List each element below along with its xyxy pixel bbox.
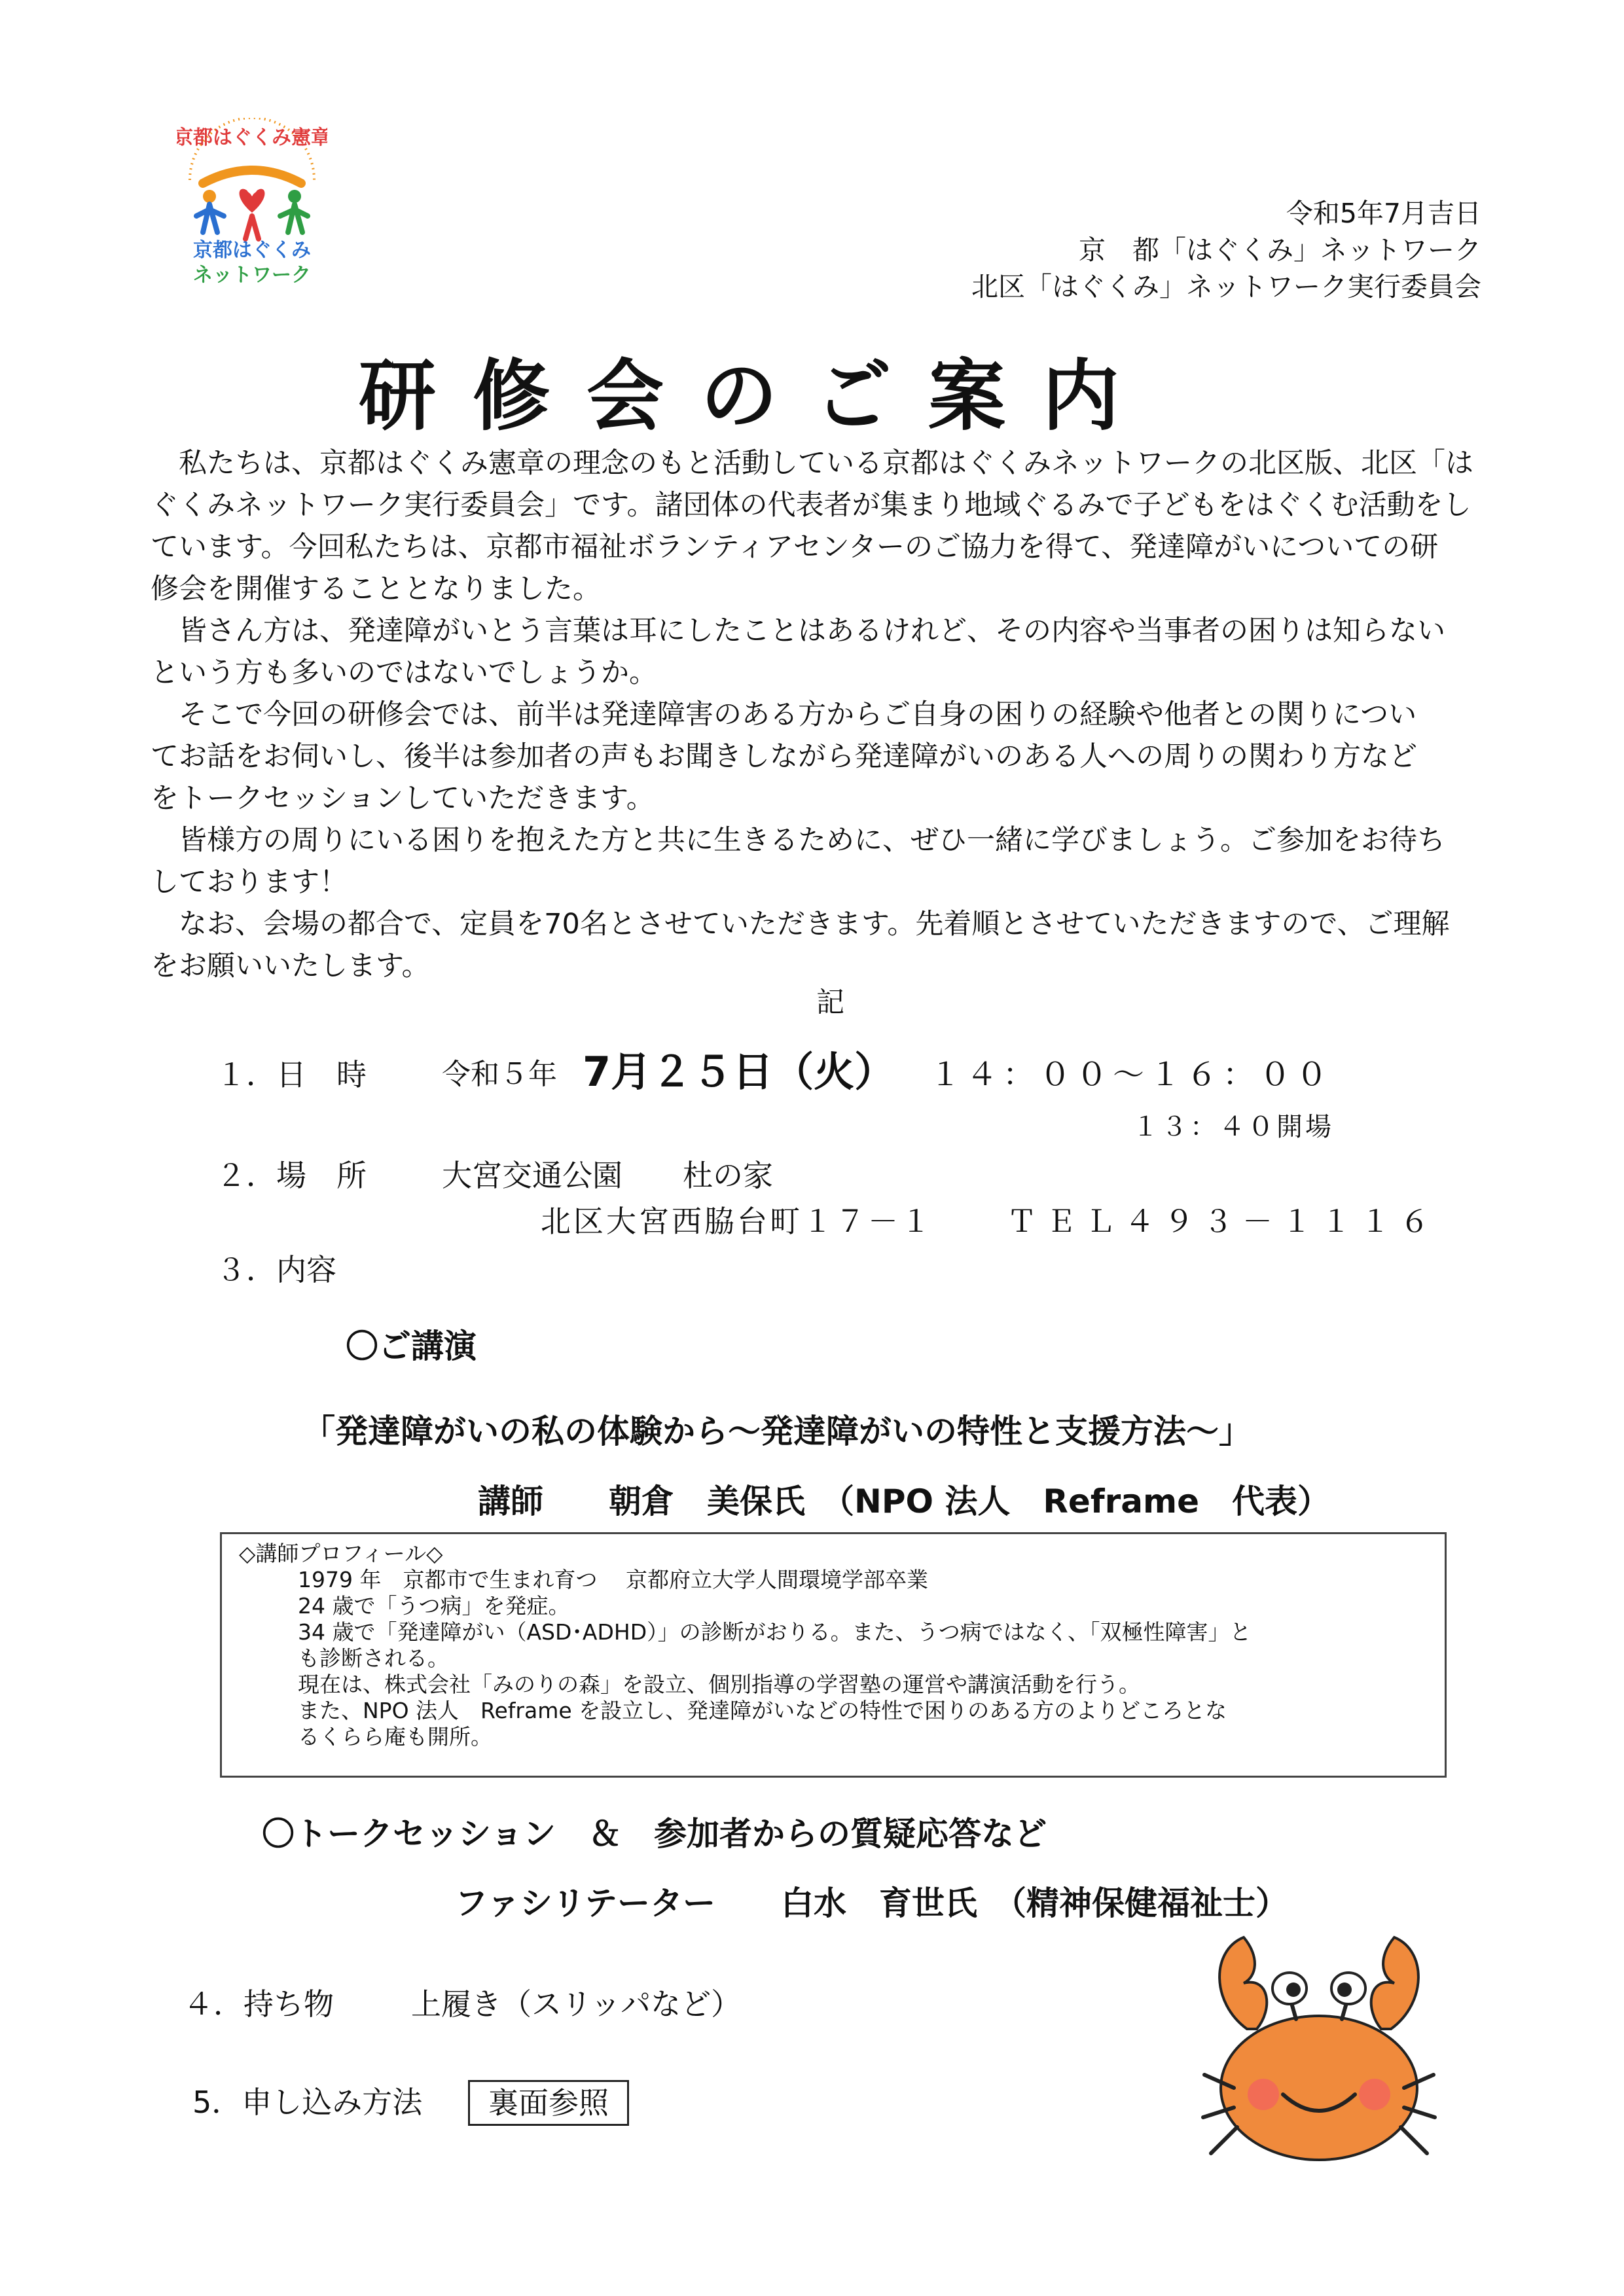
- intro-line: 皆さん方は、発達障がいとう言葉は耳にしたことはあるけれど、その内容や当事者の困りは知らない: [151, 615, 1445, 647]
- address: 北区大宮西脇台町１７－１: [541, 1204, 933, 1239]
- profile-line: 24 歳で「うつ病」を発症。: [298, 1593, 570, 1619]
- facilitator: ファシリテーター 白水 育世氏 （精神保健福祉士）: [455, 1884, 1288, 1922]
- intro-line: をお願いいたします。: [151, 950, 430, 982]
- intro-line: をトークセッションしていただきます。: [151, 782, 655, 815]
- intro-line: 私たちは、京都はぐくみ憲章の理念のもと活動している京都はぐくみネットワークの北区版、北区「は: [151, 447, 1473, 480]
- lecturer-profile-box: [220, 1532, 1447, 1778]
- tel: ＴＥＬ４９３－１１１６: [1007, 1204, 1439, 1239]
- talk-session-heading: 〇トークセッション ＆ 参加者からの質疑応答など: [262, 1815, 1047, 1853]
- datetime-era: 令和５年: [442, 1058, 557, 1091]
- organizer-2: 北区「はぐくみ」ネットワーク実行委員会: [971, 271, 1481, 302]
- content-label: ３．内容: [216, 1252, 336, 1287]
- intro-line: そこで今回の研修会では、前半は発達障害のある方からご自身の困りの経験や他者との関りについ: [151, 698, 1417, 731]
- logo-name-line2: ネットワーク: [193, 264, 311, 287]
- lecturer: 講師 朝倉 美保氏 （NPO 法人 Reframe 代表）: [478, 1482, 1330, 1520]
- lecture-title: 「発達障がいの私の体験から～発達障がいの特性と支援方法～」: [302, 1412, 1252, 1450]
- venue: 大宮交通公園 杜の家: [442, 1158, 773, 1193]
- intro-text: [151, 442, 1479, 987]
- intro-line: という方も多いのではないでしょうか。: [151, 656, 657, 689]
- ki-mark: 記: [816, 986, 844, 1019]
- issue-date: 令和5年7月吉日: [1286, 198, 1481, 229]
- intro-line: なお、会場の都合で、定員を70名とさせていただきます。先着順とさせていただきますので、ご理解: [151, 908, 1450, 941]
- profile-heading: ◇講師プロフィール◇: [239, 1541, 443, 1566]
- profile-line: も診断される。: [298, 1645, 449, 1671]
- intro-line: しております！: [151, 866, 348, 899]
- belongings-value: 上履き（スリッパなど）: [411, 1986, 742, 2022]
- logo-name-line1: 京都はぐくみ: [193, 239, 311, 262]
- place-label: ２．場 所: [216, 1158, 367, 1193]
- logo-top-text: 京都はぐくみ憲章: [177, 126, 327, 149]
- lecture-heading: 〇ご講演: [346, 1327, 477, 1365]
- intro-line: てお話をお伺いし、後半は参加者の声もお聞きしながら発達障がいのある人への周りの関わり方など: [151, 740, 1417, 773]
- doors-open: １３：４０開場: [1132, 1112, 1334, 1142]
- intro-line: ています。今回私たちは、京都市福祉ボランティアセンターのご協力を得て、発達障がいについての研: [151, 531, 1439, 564]
- intro-line: 修会を開催することとなりました。: [151, 573, 601, 605]
- hagukumi-logo: [177, 118, 327, 288]
- organizer-1: 京 都「はぐくみ」ネットワーク: [1079, 234, 1481, 266]
- apply-label: 5．申し込み方法: [192, 2085, 423, 2120]
- profile-line: また、NPO 法人 Reframe を設立し、発達障がいなどの特性で困りのある方のよりどころとな: [298, 1698, 1227, 1723]
- profile-line: るくらら庵も開所。: [298, 1724, 492, 1749]
- intro-line: 皆様方の周りにいる困りを抱えた方と共に生きるために、ぜひ一緒に学びましょう。ご参加をお待ち: [151, 824, 1445, 857]
- event-date: 7月２５日（火）: [583, 1048, 895, 1096]
- crab-illustration: [1198, 1931, 1440, 2193]
- page-title: 研修会のご案内: [359, 351, 1157, 441]
- datetime-label: １．日 時: [216, 1057, 367, 1092]
- event-time: １４：００～１６：００: [929, 1056, 1333, 1093]
- intro-line: ぐくみネットワーク実行委員会」です。諸団体の代表者が集まり地域ぐるみで子どもをはぐくむ活動をし: [151, 489, 1471, 522]
- profile-line: 1979 年 京都市で生まれ育つ 京都府立大学人間環境学部卒業: [298, 1567, 928, 1592]
- profile-line: 34 歳で「発達障がい（ASD･ADHD）」の診断がおりる。また、うつ病ではなく、「双極性障害」と: [298, 1619, 1252, 1645]
- belongings-label: ４．持ち物: [183, 1986, 334, 2022]
- apply-value-box: 裏面参照: [468, 2080, 629, 2126]
- profile-line: 現在は、株式会社「みのりの森」を設立、個別指導の学習塾の運営や講演活動を行う。: [298, 1672, 1140, 1697]
